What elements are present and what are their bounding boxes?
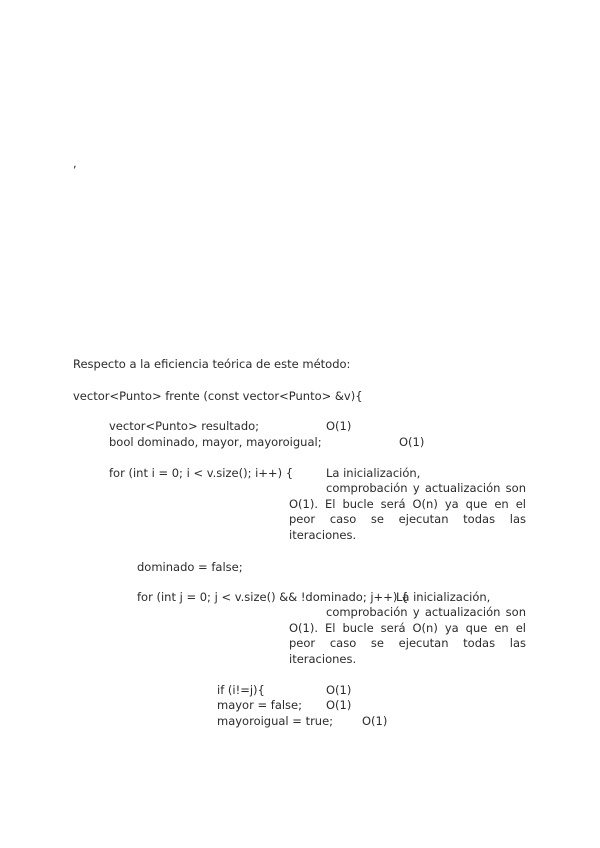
- code-line-dominado: dominado = false;: [137, 560, 243, 574]
- function-signature: vector<Punto> frente (const vector<Punto> &v){: [73, 389, 363, 403]
- code-line-bools: bool dominado, mayor, mayoroigual;: [109, 435, 322, 449]
- cost-mayoroigual: O(1): [362, 714, 388, 728]
- inner-for-note-rest: comprobación y actualización son O(1). El bucle será O(n) ya que en el peor caso se ejecutan todas las iteraciones.: [289, 605, 526, 666]
- cost-if: O(1): [326, 683, 352, 697]
- cost-resultado: O(1): [326, 419, 352, 433]
- cost-bools: O(1): [399, 435, 425, 449]
- code-line-outer-for: for (int i = 0; i < v.size(); i++) {: [109, 466, 294, 480]
- code-line-inner-for: for (int j = 0; j < v.size() && !dominado; j++) {: [137, 590, 409, 604]
- inner-for-note-first: La inicialización,: [396, 590, 491, 604]
- intro-text: Respecto a la eficiencia teórica de este método:: [73, 357, 351, 371]
- code-line-if: if (i!=j){: [217, 683, 265, 697]
- code-line-resultado: vector<Punto> resultado;: [109, 419, 260, 433]
- outer-for-note-first: La inicialización,: [326, 466, 421, 480]
- cost-mayor: O(1): [326, 698, 352, 712]
- code-line-mayor: mayor = false;: [217, 698, 302, 712]
- stray-comma: ,: [73, 156, 77, 170]
- outer-for-note-rest: comprobación y actualización son O(1). El bucle será O(n) ya que en el peor caso se ejecutan todas las iteraciones.: [289, 481, 526, 542]
- code-line-mayoroigual: mayoroigual = true;: [217, 714, 334, 728]
